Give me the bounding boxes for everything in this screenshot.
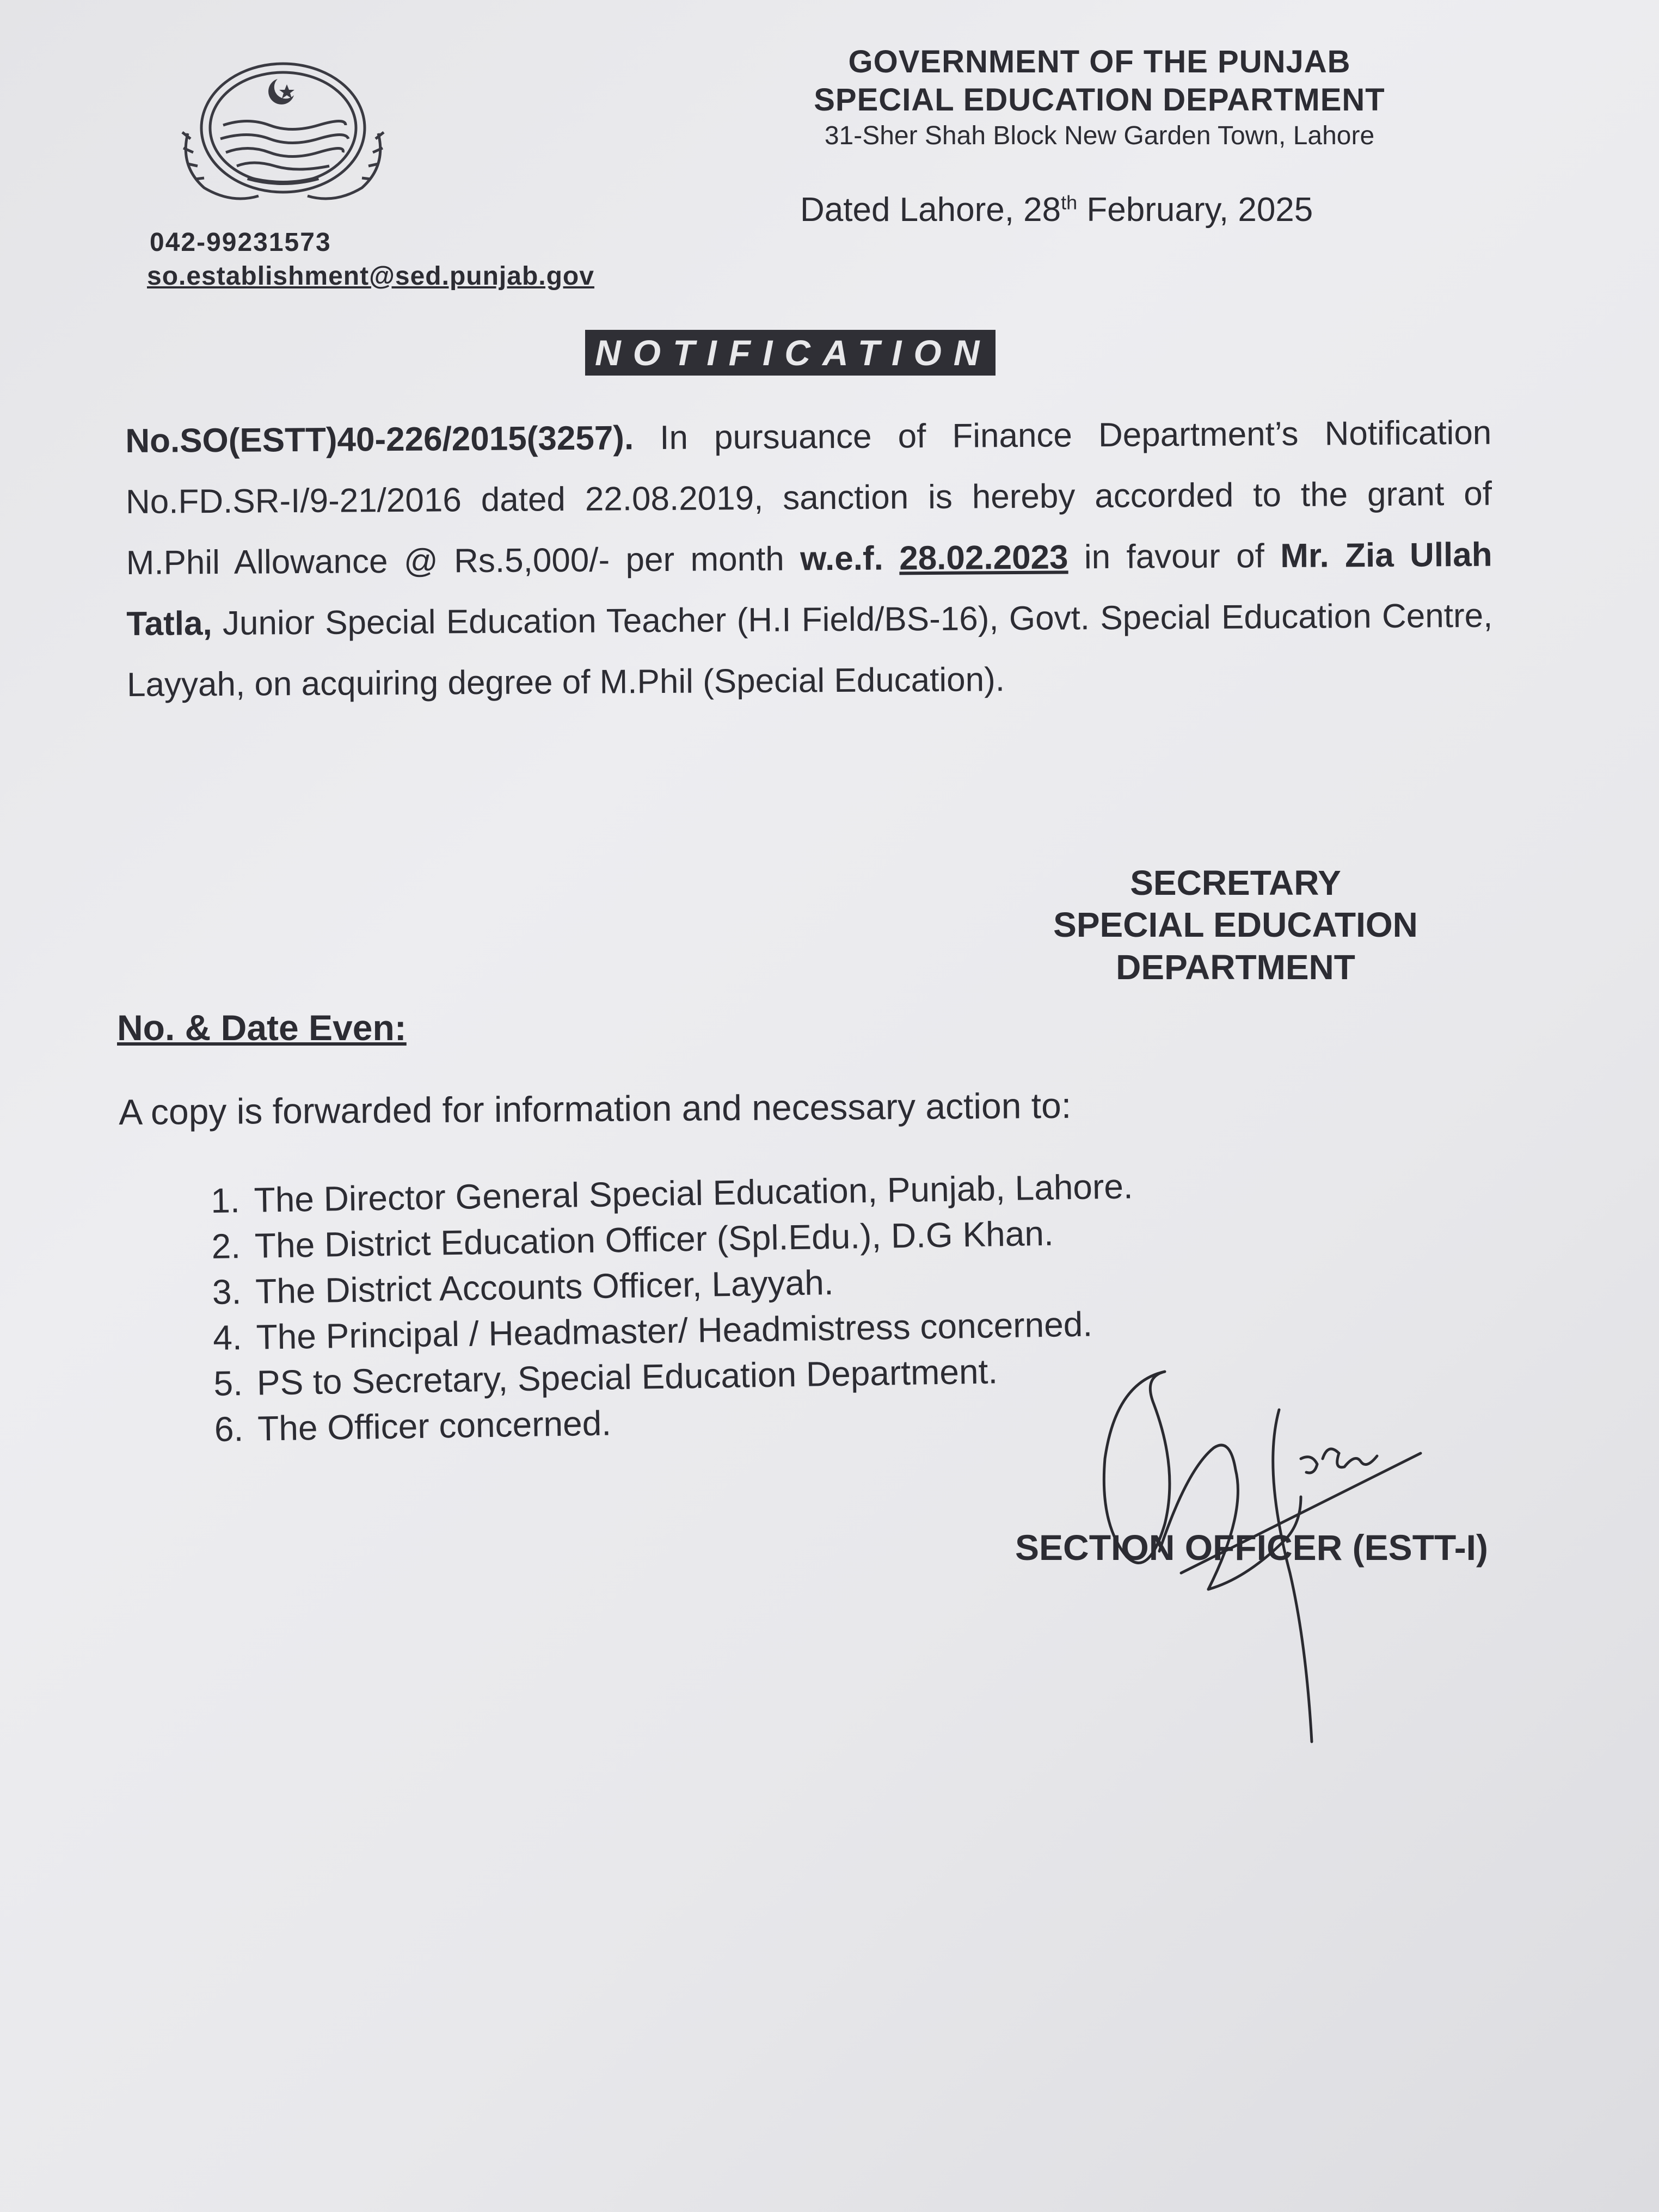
- distribution-list: [174, 1163, 1137, 1453]
- list-item: 6. The Officer concerned.: [214, 1403, 612, 1449]
- list-item: 5. PS to Secretary, Special Education Department.: [213, 1351, 998, 1403]
- list-item: 1. The Director General Special Education, Punjab, Lahore.: [210, 1166, 1134, 1220]
- date-line: Dated Lahore, 28th February, 2025: [800, 191, 1313, 229]
- section-officer-title: SECTION OFFICER (ESTT-I): [1015, 1527, 1488, 1568]
- department-title: SPECIAL EDUCATION DEPARTMENT: [814, 82, 1385, 118]
- list-item: 4. The Principal / Headmaster/ Headmistress concerned.: [212, 1304, 1093, 1357]
- notification-heading: NOTIFICATION: [585, 330, 996, 376]
- employee-name: Mr. Zia Ullah Tatla,: [126, 536, 1492, 643]
- secretary-line-3: DEPARTMENT: [1116, 948, 1355, 987]
- phone-number: 042-99231573: [150, 228, 331, 257]
- email-address: so.establishment@sed.punjab.gov: [147, 262, 594, 291]
- government-title: GOVERNMENT OF THE PUNJAB: [848, 44, 1351, 79]
- department-address: 31-Sher Shah Block New Garden Town, Lahore: [824, 121, 1375, 150]
- list-item: 2. The District Education Officer (Spl.Edu.), D.G Khan.: [211, 1213, 1054, 1266]
- punjab-emblem-icon: [166, 57, 400, 215]
- secretary-line-2: SPECIAL EDUCATION: [1053, 905, 1418, 944]
- secretary-line-1: SECRETARY: [1130, 863, 1341, 902]
- copy-forwarded-line: A copy is forwarded for information and necessary action to:: [119, 1085, 1072, 1132]
- reference-number: No.SO(ESTT)40-226/2015(3257).: [125, 419, 634, 460]
- notification-body: No.SO(ESTT)40-226/2015(3257). In pursuance of Finance Department’s Notification No.FD.SR-I/9-21/2016 dated 22.08.2019, sanction is hereby accorded to the grant of M.Phil Allowance @ Rs.5,000/- per month w.e.f. 28.02.2023 in favour of Mr. Zia Ullah Tatla, Junior Special Education Teacher (H.I Field/BS-16), Govt. Special Education Centre, Layyah, on acquiring degree of M.Phil (Special Education).: [125, 414, 1493, 704]
- effective-date: 28.02.2023: [899, 538, 1068, 577]
- list-item: 3. The District Accounts Officer, Layyah.: [212, 1262, 834, 1312]
- wef-label: w.e.f.: [800, 539, 884, 578]
- handwritten-signature: [1083, 1361, 1453, 1774]
- no-date-even-heading: No. & Date Even:: [117, 1007, 407, 1048]
